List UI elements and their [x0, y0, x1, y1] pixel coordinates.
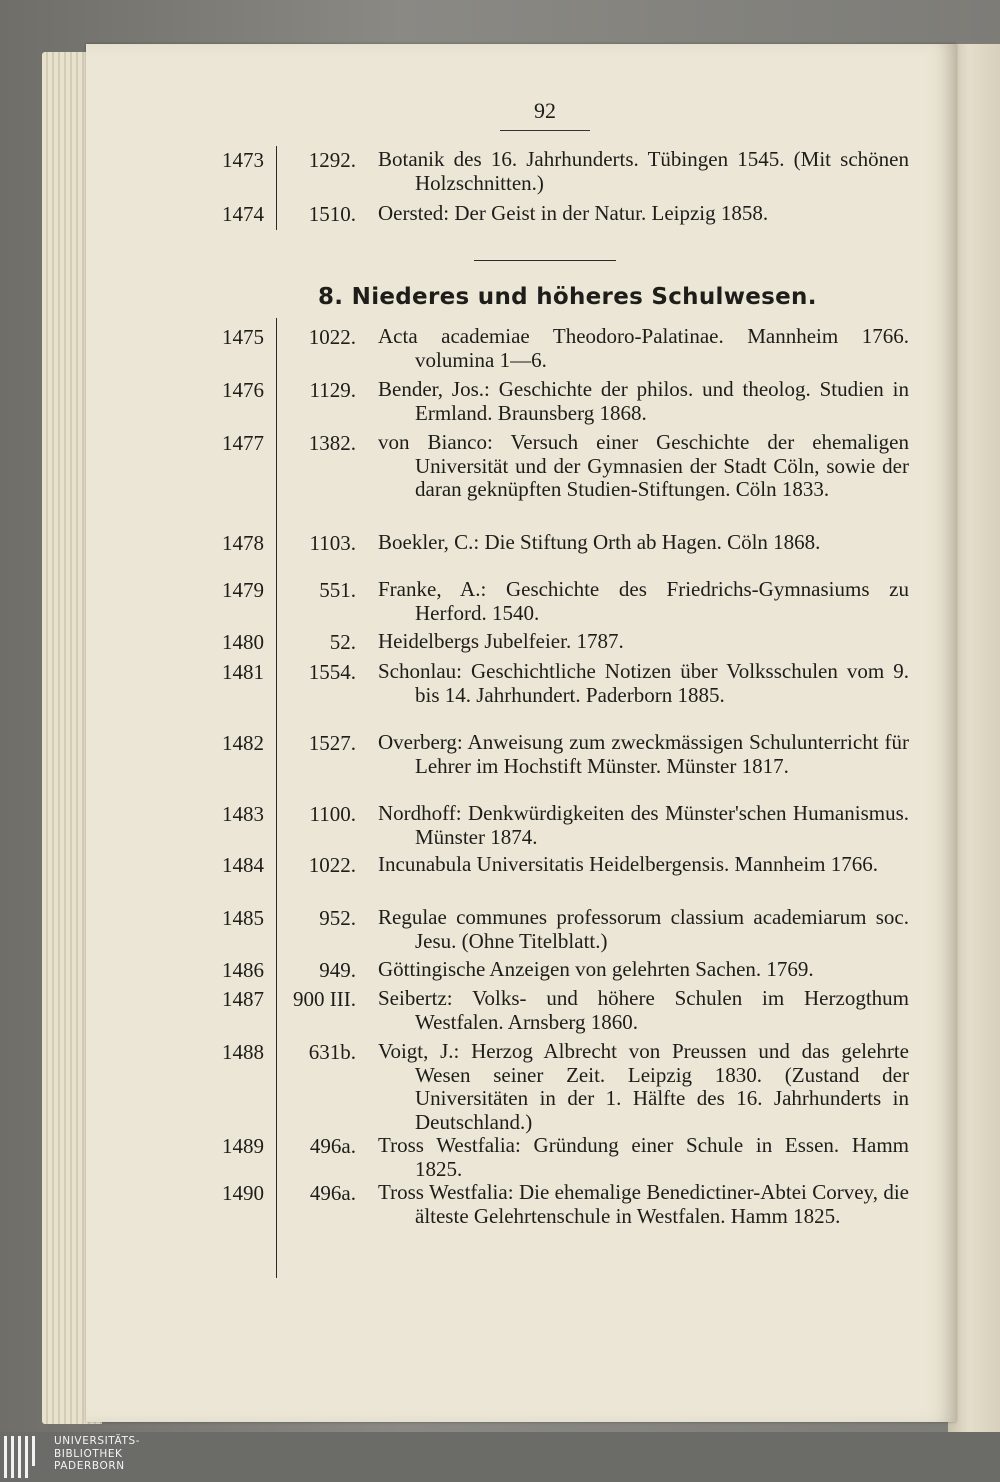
- entry-number: 1484: [222, 853, 264, 877]
- section-separator: [474, 260, 616, 261]
- entry-reference: 1022.: [308, 325, 356, 349]
- entry-text: Franke, A.: Geschichte des Friedrichs-Gymnasiums zu Herford. 1540.: [378, 577, 909, 625]
- entry-reference: 1129.: [309, 378, 356, 402]
- entry-text: Schonlau: Geschichtliche Notizen über Volksschulen vom 9. bis 14. Jahrhundert. Paderborn 1885.: [378, 659, 909, 707]
- library-name: [54, 1435, 140, 1473]
- library-name-line: PADERBORN: [54, 1460, 125, 1472]
- entry-number: 1473: [222, 148, 264, 172]
- entry-text: Tross Westfalia: Gründung einer Schule in Essen. Hamm 1825.: [378, 1133, 909, 1181]
- library-name-line: UNIVERSITÄTS-: [54, 1435, 141, 1447]
- entry-text: Tross Westfalia: Die ehemalige Benedictiner-Abtei Corvey, die älteste Gelehrtenschule in Westfalen. Hamm 1825.: [378, 1180, 909, 1228]
- page-number: 92: [500, 98, 590, 131]
- entry-text: Voigt, J.: Herzog Albrecht von Preussen und das gelehrte Wesen seiner Zeit. Leipzig 1830. (Zustand der Universitäten in der 1. Hälfte des 16. Jahrhunderts in Deutschland.): [378, 1039, 909, 1134]
- entry-text: Botanik des 16. Jahrhunderts. Tübingen 1545. (Mit schönen Holzschnitten.): [378, 147, 909, 195]
- entry-reference: 1554.: [308, 660, 356, 684]
- entry-number: 1477: [222, 431, 264, 455]
- entry-reference: 1022.: [308, 853, 356, 877]
- entry-number: 1475: [222, 325, 264, 349]
- entry-number: 1479: [222, 578, 264, 602]
- entry-reference: 1510.: [308, 202, 356, 226]
- entry-number: 1485: [222, 906, 264, 930]
- entry-reference: 631b.: [308, 1040, 356, 1064]
- entry-text: Bender, Jos.: Geschichte der philos. und theolog. Studien in Ermland. Braunsberg 1868.: [378, 377, 909, 425]
- entry-text: Overberg: Anweisung zum zweckmässigen Schulunterricht für Lehrer im Hochstift Münster. Münster 1817.: [378, 730, 909, 778]
- entry-text: Oersted: Der Geist in der Natur. Leipzig 1858.: [378, 201, 769, 225]
- column-rule-main: [276, 318, 277, 1278]
- entry-reference: 551.: [319, 578, 356, 602]
- entry-text: Seibertz: Volks- und höhere Schulen im Herzogthum Westfalen. Arnsberg 1860.: [378, 986, 909, 1034]
- column-rule-top: [276, 146, 277, 230]
- entry-number: 1483: [222, 802, 264, 826]
- entry-text: Boekler, C.: Die Stiftung Orth ab Hagen. Cöln 1868.: [378, 530, 821, 554]
- library-footer: [0, 1432, 1000, 1482]
- entry-text: Heidelbergs Jubelfeier. 1787.: [378, 629, 624, 653]
- entry-reference: 1100.: [309, 802, 356, 826]
- entry-reference: 496a.: [309, 1134, 356, 1158]
- entry-text: Acta academiae Theodoro-Palatinae. Mannheim 1766. volumina 1—6.: [378, 324, 909, 372]
- entry-reference: 496a.: [309, 1181, 356, 1205]
- entry-text: Nordhoff: Denkwürdigkeiten des Münster'schen Humanismus. Münster 1874.: [378, 801, 909, 849]
- entry-reference: 52.: [329, 630, 356, 654]
- entry-text: Incunabula Universitatis Heidelbergensis. Mannheim 1766.: [378, 852, 879, 876]
- entry-reference: 949.: [319, 958, 356, 982]
- entry-number: 1488: [222, 1040, 264, 1064]
- entry-number: 1474: [222, 202, 264, 226]
- entry-reference: 1382.: [308, 431, 356, 455]
- entry-number: 1476: [222, 378, 264, 402]
- entry-number: 1480: [222, 630, 264, 654]
- entry-number: 1489: [222, 1134, 264, 1158]
- entry-number: 1486: [222, 958, 264, 982]
- entry-number: 1487: [222, 987, 264, 1011]
- entry-number: 1482: [222, 731, 264, 755]
- entry-reference: 1103.: [309, 531, 356, 555]
- entry-text: von Bianco: Versuch einer Geschichte der ehemaligen Universität und der Gymnasien der Stadt Cöln, sowie der daran geknüpften Studien-Stiftungen. Cöln 1833.: [378, 430, 909, 501]
- entry-reference: 900 III.: [293, 987, 356, 1011]
- entry-text: Göttingische Anzeigen von gelehrten Sachen. 1769.: [378, 957, 814, 981]
- entry-reference: 1527.: [308, 731, 356, 755]
- library-name-line: BIBLIOTHEK: [54, 1447, 123, 1460]
- entry-number: 1490: [222, 1181, 264, 1205]
- entry-reference: 1292.: [308, 148, 356, 172]
- section-heading: 8. Niederes und höheres Schulwesen.: [318, 284, 817, 310]
- library-logo-icon: [4, 1436, 42, 1478]
- entry-number: 1481: [222, 660, 264, 684]
- entry-number: 1478: [222, 531, 264, 555]
- entry-text: Regulae communes professorum classium academiarum soc. Jesu. (Ohne Titelblatt.): [378, 905, 909, 953]
- entry-reference: 952.: [319, 906, 356, 930]
